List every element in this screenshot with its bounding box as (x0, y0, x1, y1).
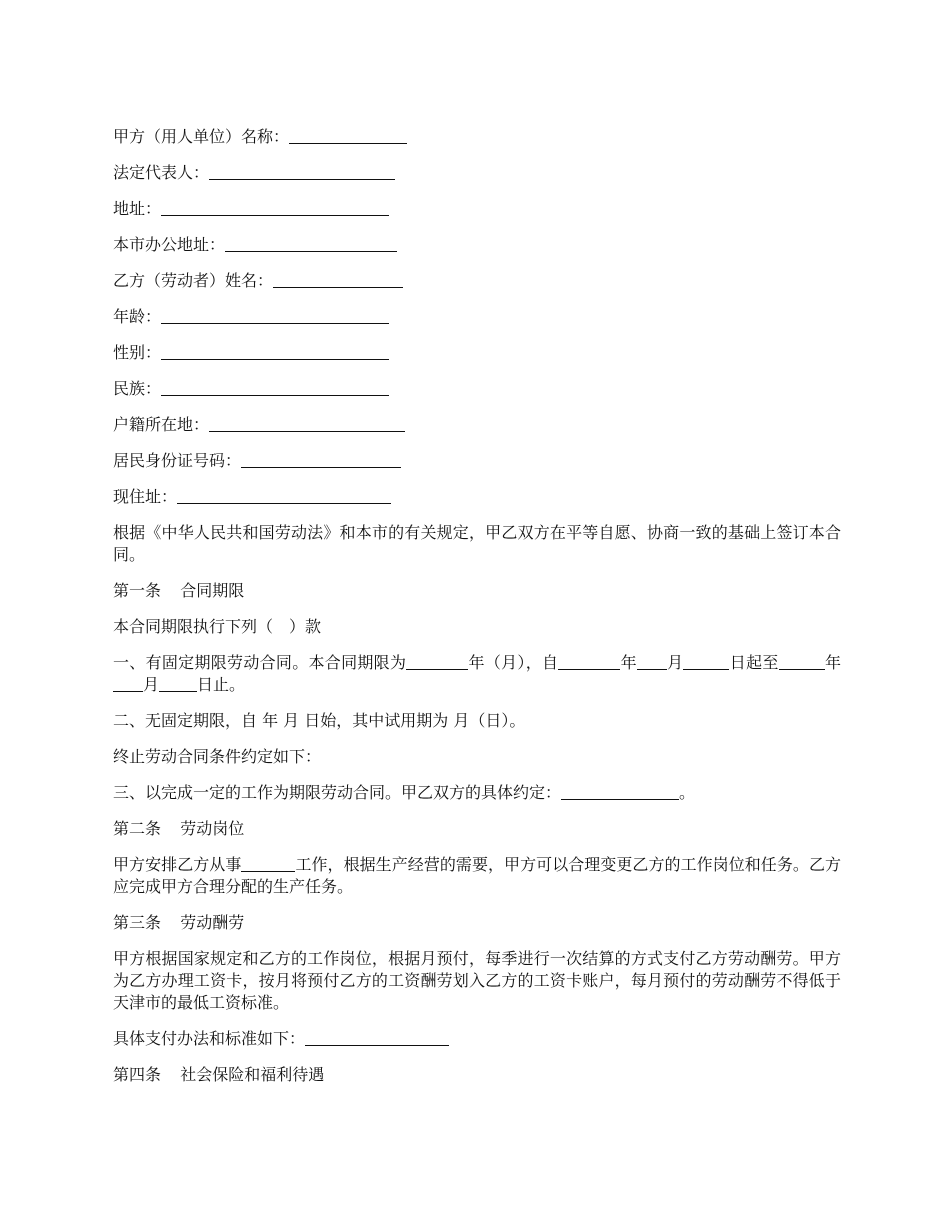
party-a-name-row (113, 126, 841, 148)
article-1-clause-2: 二、无固定期限，自 年 月 日始，其中试用期为 月（日）。 (113, 711, 526, 730)
article-3-title: 劳动酬劳 (180, 913, 245, 932)
office-address-blank (225, 235, 397, 252)
age-row (113, 306, 841, 328)
article-2-body (113, 854, 841, 898)
id-number-blank (241, 451, 401, 468)
end-year-blank (779, 653, 825, 670)
hukou-blank (209, 415, 405, 432)
party-b-name-blank (273, 271, 403, 288)
age-label: 年龄： (113, 307, 162, 326)
gender-blank (161, 343, 389, 360)
article-2-title: 劳动岗位 (180, 819, 245, 838)
end-month-blank (113, 675, 143, 692)
clause-1-text-8: 日止。 (197, 675, 246, 694)
start-day-blank (683, 653, 729, 670)
clause-1-text-3: 年 (620, 653, 637, 672)
clause-1-text-4: 月 (666, 653, 684, 672)
residence-label: 现住址： (113, 487, 178, 506)
legal-rep-row (113, 162, 841, 184)
payment-method-blank (305, 1029, 449, 1046)
age-blank (161, 307, 389, 324)
article-2-text-2: 工作，根据生产经营的需要，甲方可以合理变更乙方的工作岗位和任务。乙方应完成甲方合理分配的生产任务。 (113, 855, 841, 896)
id-number-label: 居民身份证号码： (113, 451, 242, 470)
clause-1-text-2: 年（月），自 (468, 653, 559, 672)
article-2-text-1: 甲方安排乙方从事 (113, 855, 242, 874)
payment-method-label: 具体支付办法和标准如下： (113, 1029, 306, 1048)
hukou-label: 户籍所在地： (113, 415, 210, 434)
article-3-heading (113, 912, 841, 934)
ethnicity-label: 民族： (113, 379, 162, 398)
hukou-row (113, 414, 841, 436)
clause-3-text-2: 。 (679, 783, 696, 802)
clause-1-text-1: 一、有固定期限劳动合同。本合同期限为 (113, 653, 407, 672)
clause-1-text-5: 日起至 (729, 653, 779, 672)
clause-1-text-7: 月 (143, 675, 160, 694)
address-row (113, 198, 841, 220)
office-address-row (113, 234, 841, 256)
gender-row (113, 342, 841, 364)
party-a-name-label: 甲方（用人单位）名称： (113, 127, 290, 146)
address-label: 地址： (113, 199, 162, 218)
article-3-body: 甲方根据国家规定和乙方的工作岗位，根据月预付，每季进行一次结算的方式支付乙方劳动酬劳。甲方为乙方办理工资卡，按月将预付乙方的工资酬劳划入乙方的工资卡账户，每月预付的劳动酬劳不得低于天津市的最低工资标准。 (113, 949, 841, 1012)
article-2-number: 第二条 (113, 819, 162, 838)
party-b-name-row (113, 270, 841, 292)
party-b-name-label: 乙方（劳动者）姓名： (113, 271, 274, 290)
office-address-label: 本市办公地址： (113, 235, 226, 254)
residence-row (113, 486, 841, 508)
clause-3-text-1: 三、以完成一定的工作为期限劳动合同。甲乙双方的具体约定： (113, 783, 562, 802)
article-1-number: 第一条 (113, 581, 162, 600)
article-1-clause-3 (113, 782, 841, 804)
id-number-row (113, 450, 841, 472)
article-1-clause-1 (113, 652, 841, 696)
article-2-heading (113, 818, 841, 840)
legal-rep-blank (209, 163, 395, 180)
specific-agreement-blank (561, 783, 679, 800)
article-3-number: 第三条 (113, 913, 162, 932)
termination-conditions: 终止劳动合同条件约定如下： (113, 747, 322, 766)
article-1-title: 合同期限 (180, 581, 245, 600)
article-4-heading (113, 1064, 841, 1086)
job-blank (241, 855, 295, 872)
article-1-intro: 本合同期限执行下列（ ）款 (113, 617, 322, 636)
term-length-blank (406, 653, 468, 670)
ethnicity-blank (161, 379, 389, 396)
ethnicity-row (113, 378, 841, 400)
address-blank (161, 199, 389, 216)
legal-rep-label: 法定代表人： (113, 163, 210, 182)
preamble: 根据《中华人民共和国劳动法》和本市的有关规定，甲乙双方在平等自愿、协商一致的基础上签订本合同。 (113, 523, 841, 564)
article-4-number: 第四条 (113, 1065, 162, 1084)
party-a-name-blank (289, 127, 407, 144)
article-1-heading (113, 580, 841, 602)
contract-body (113, 126, 841, 1100)
start-month-blank (637, 653, 667, 670)
residence-blank (177, 487, 391, 504)
article-4-title: 社会保险和福利待遇 (180, 1065, 325, 1084)
gender-label: 性别： (113, 343, 162, 362)
start-year-blank (558, 653, 620, 670)
end-day-blank (159, 675, 197, 692)
clause-1-text-6: 年 (824, 653, 841, 672)
payment-method-row (113, 1028, 841, 1050)
